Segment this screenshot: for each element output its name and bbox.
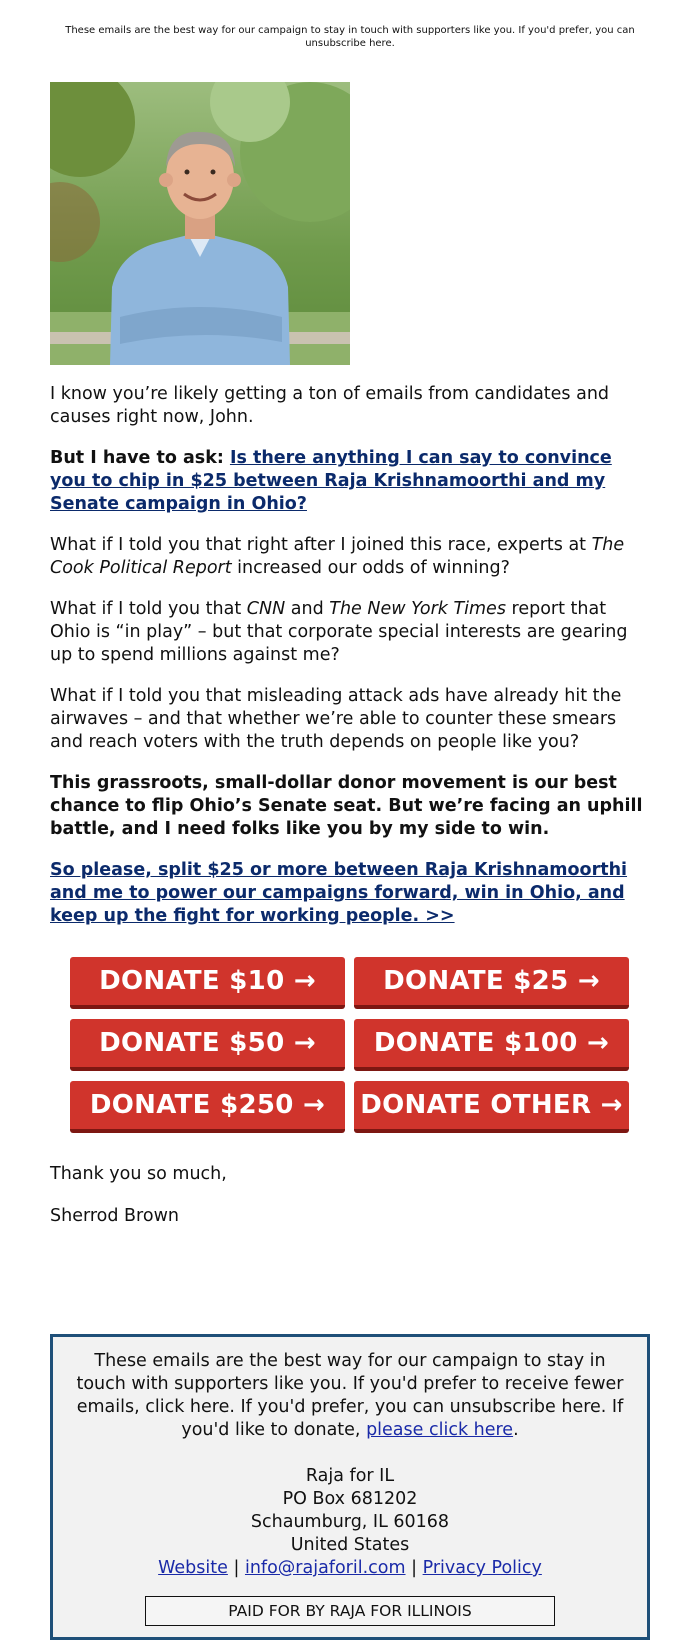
preheader-text: These emails are the best way for our campaign to stay in touch with supporters like you. If you'd prefer, you can unsubscribe here. [65, 25, 635, 49]
donate-other-button[interactable]: DONATE OTHER → [354, 1081, 629, 1133]
website-link[interactable]: Website [158, 1558, 228, 1578]
city-line: Schaumburg, IL 60168 [250, 1512, 450, 1532]
footer-address [67, 1465, 633, 1580]
po-box: PO Box 681202 [282, 1489, 418, 1509]
footer-donate-link[interactable]: please click here [366, 1420, 514, 1440]
link-separator: | [411, 1558, 418, 1578]
split-donate-link[interactable]: So please, split $25 or more between Raja Krishnamoorthi and me to power our campaigns forward, win in Ohio, and keep up the fight for working people. >> [50, 860, 628, 926]
donate-10-button[interactable]: DONATE $10 → [70, 957, 345, 1009]
paragraph-split-link [50, 859, 650, 928]
org-name: Raja for IL [305, 1466, 395, 1486]
privacy-policy-link[interactable]: Privacy Policy [422, 1558, 542, 1578]
nyt-title: The New York Times [329, 599, 506, 619]
paragraph-cook-report: What if I told you that right after I joined this race, experts at The Cook Political Report increased our odds of winning? [50, 535, 625, 578]
thanks-line: Thank you so much, [50, 1164, 227, 1184]
donate-250-button[interactable]: DONATE $250 → [70, 1081, 345, 1133]
country-line: United States [290, 1535, 410, 1555]
donate-button-grid [70, 957, 630, 1133]
email-closing [50, 1163, 650, 1247]
ask-donate-link[interactable]: Is there anything I can say to convince you to chip in $25 between Raja Krishnamoorthi and my Senate campaign in Ohio? [50, 448, 612, 514]
footer-disclaimer: These emails are the best way for our campaign to stay in touch with supporters like you. If you'd prefer to receive fewer emails, click here. If you'd prefer, you can unsubscribe here. If you'd like to donate, please click here. [76, 1351, 624, 1440]
paragraph-in-play: What if I told you that CNN and The New York Times report that Ohio is “in play” – but that corporate special interests are gearing up to spend millions against me? [50, 599, 628, 665]
paragraph-attack-ads: What if I told you that misleading attack ads have already hit the airwaves – and that whether we’re able to counter these smears and reach voters with the truth depends on people like you? [50, 686, 622, 752]
cnn-title: CNN [246, 599, 286, 619]
link-separator: | [233, 1558, 240, 1578]
paid-for-disclaimer: PAID FOR BY RAJA FOR ILLINOIS [145, 1596, 555, 1626]
donate-100-button[interactable]: DONATE $100 → [354, 1019, 629, 1071]
ask-lead: But I have to ask: [50, 448, 230, 468]
footer-links [67, 1557, 633, 1580]
email-link[interactable]: info@rajaforil.com [244, 1558, 406, 1578]
paragraph-intro: I know you’re likely getting a ton of emails from candidates and causes right now, John. [50, 384, 610, 427]
email-body [50, 383, 650, 946]
signature: Sherrod Brown [50, 1206, 179, 1226]
paragraph-grassroots: This grassroots, small-dollar donor movement is our best chance to flip Ohio’s Senate seat. But we’re facing an uphill battle, and I need folks like you by my side to win. [50, 773, 643, 839]
candidate-photo-image [50, 82, 350, 365]
paragraph-ask [50, 447, 650, 516]
cook-report-title: The Cook Political Report [50, 535, 625, 578]
donate-50-button[interactable]: DONATE $50 → [70, 1019, 345, 1071]
candidate-photo [50, 82, 350, 365]
donate-25-button[interactable]: DONATE $25 → [354, 957, 629, 1009]
footer-box [50, 1334, 650, 1640]
